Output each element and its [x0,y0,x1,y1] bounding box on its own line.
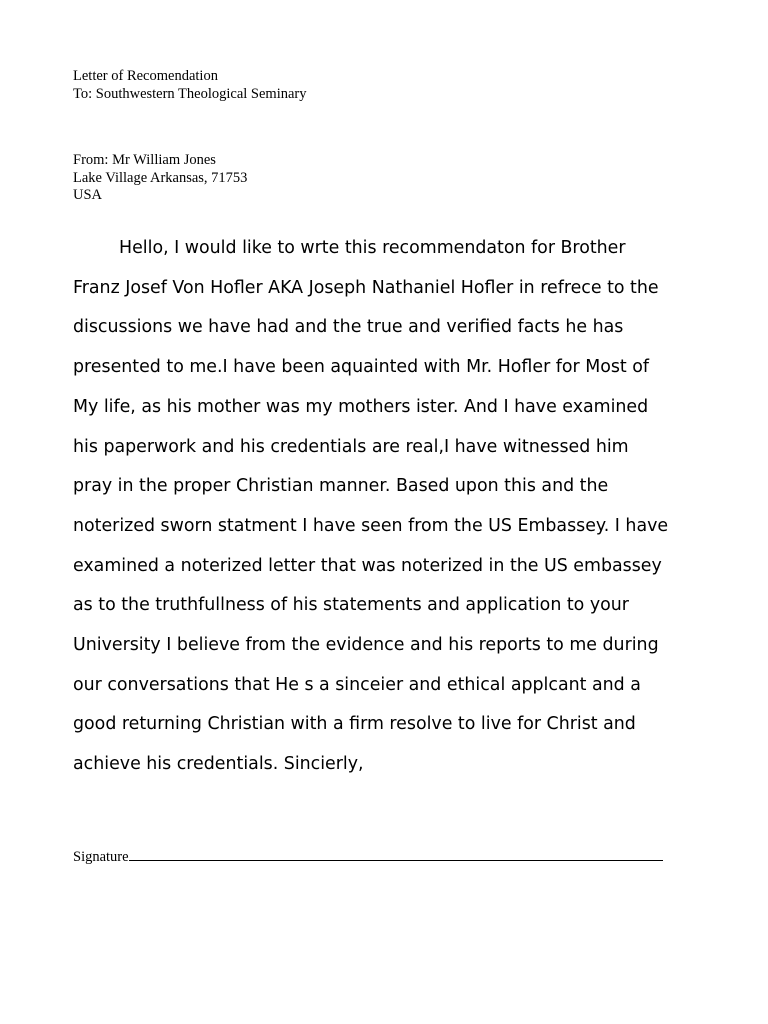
body-line: My life, as his mother was my mothers ister. And I have examined [73,396,649,417]
signature-label: Signature [73,849,129,865]
body-line: his paperwork and his credentials are real,I have witnessed him [73,436,629,457]
body-line: examined a noterized letter that was noterized in the US embassey [73,555,662,576]
body-line: good returning Christian with a firm resolve to live for Christ and [73,714,636,735]
body-line: our conversations that He s a sinceier and ethical applcant and a [73,674,641,695]
body-line: noterized sworn statment I have seen from the US Embassey. I have [73,515,669,536]
letter-title: Letter of Recomendation [73,68,218,84]
body-line: Hello, I would like to wrte this recommendaton for Brother [119,238,626,258]
body-line: presented to me.I have been aquainted with Mr. Hofler for Most of [73,357,650,378]
body-line: discussions we have had and the true and verified facts he has [73,317,624,338]
body-line: pray in the proper Christian manner. Based upon this and the [73,476,609,497]
recipient-line: To: Southwestern Theological Seminary [73,86,307,102]
sender-address: Lake Village Arkansas, 71753 [73,169,248,186]
body-line: as to the truthfullness of his statements and application to your [73,595,629,616]
body-line: Franz Josef Von Hofler AKA Joseph Nathaniel Hofler in refrece to the [73,277,659,298]
signature-line [73,848,663,866]
body-line: University I believe from the evidence and his reports to me during [73,635,659,656]
sender-line: From: Mr William Jones [73,152,216,168]
body-line: achieve his credentials. Sincierly, [73,754,364,775]
sender-country: USA [73,187,103,203]
signature-rule [129,848,663,861]
letter-body [73,229,698,785]
